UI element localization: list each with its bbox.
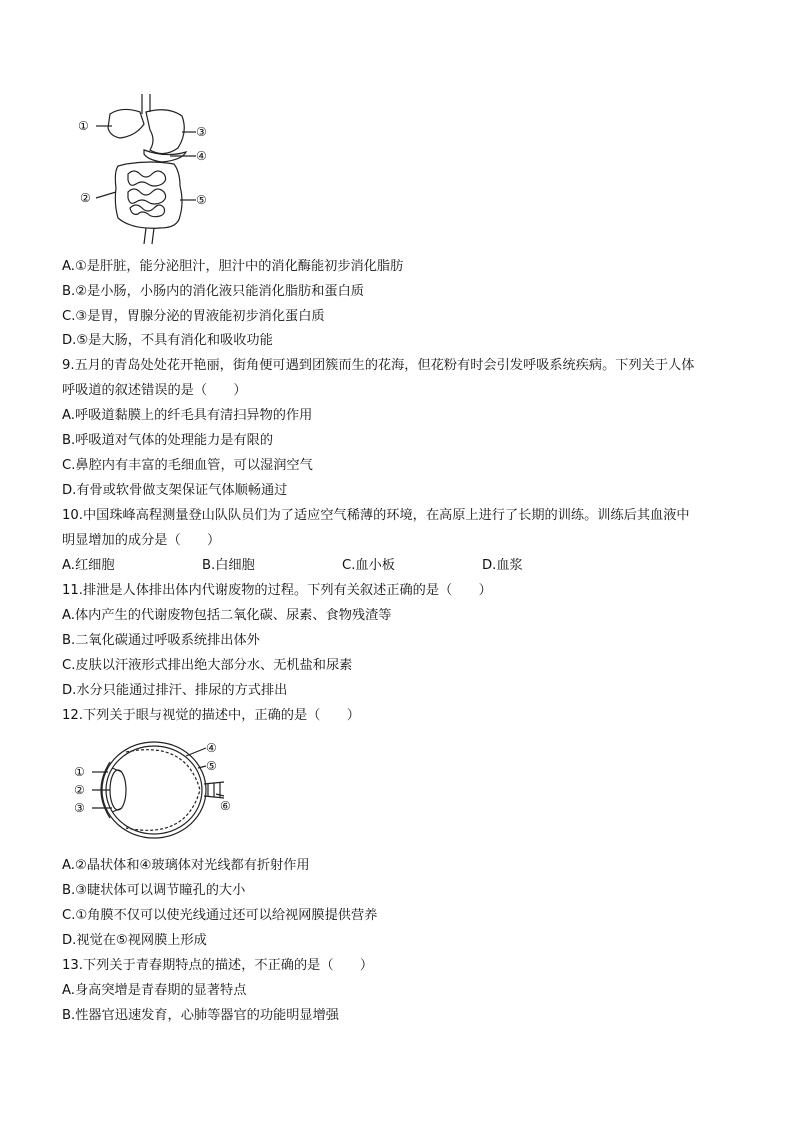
eye-label-6: ⑥ <box>220 799 231 813</box>
q10-option-c[interactable]: C.血小板 <box>342 558 395 573</box>
q10-options <box>62 557 742 575</box>
q13-stem: 13.下列关于青春期特点的描述，不正确的是（ ） <box>62 958 374 973</box>
q13-option-a[interactable]: A.身高突增是青春期的显著特点 <box>62 983 247 998</box>
q12-option-b[interactable]: B.③睫状体可以调节瞳孔的大小 <box>62 883 246 898</box>
q11-option-d[interactable]: D.水分只能通过排汗、排尿的方式排出 <box>62 683 288 698</box>
eye-label-2: ② <box>74 783 85 797</box>
label-5: ⑤ <box>196 193 207 207</box>
label-2: ② <box>80 191 91 205</box>
q10-option-a[interactable]: A.红细胞 <box>62 558 115 573</box>
q10-option-d[interactable]: D.血浆 <box>482 558 523 573</box>
q8-option-b[interactable]: B.②是小肠，小肠内的消化液只能消化脂肪和蛋白质 <box>62 284 364 299</box>
q12-option-d[interactable]: D.视觉在⑤视网膜上形成 <box>62 933 207 948</box>
q10-stem-line1: 10.中国珠峰高程测量登山队队员们为了适应空气稀薄的环境，在高原上进行了长期的训练。训练后其血液中 <box>62 508 690 523</box>
q12-option-c[interactable]: C.①角膜不仅可以使光线通过还可以给视网膜提供营养 <box>62 908 378 923</box>
q11-option-c[interactable]: C.皮肤以汗液形式排出绝大部分水、无机盐和尿素 <box>62 658 353 673</box>
digestive-system-figure <box>70 92 220 247</box>
q9-option-c[interactable]: C.鼻腔内有丰富的毛细血管，可以湿润空气 <box>62 458 313 473</box>
eye-label-4: ④ <box>206 741 217 755</box>
eye-label-5: ⑤ <box>206 759 217 773</box>
q13-option-b[interactable]: B.性器官迅速发育，心肺等器官的功能明显增强 <box>62 1008 339 1023</box>
q8-option-d[interactable]: D.⑤是大肠，不具有消化和吸收功能 <box>62 333 273 348</box>
q8-option-a[interactable]: A.①是肝脏，能分泌胆汁，胆汁中的消化酶能初步消化脂肪 <box>62 259 404 274</box>
q12-option-a[interactable]: A.②晶状体和④玻璃体对光线都有折射作用 <box>62 858 310 873</box>
eye-label-3: ③ <box>74 801 85 815</box>
q11-option-a[interactable]: A.体内产生的代谢废物包括二氧化碳、尿素、食物残渣等 <box>62 608 392 623</box>
q11-stem: 11.排泄是人体排出体内代谢废物的过程。下列有关叙述正确的是（ ） <box>62 583 492 598</box>
q9-stem-line2: 呼吸道的叙述错误的是（ ） <box>62 383 247 398</box>
q8-option-c[interactable]: C.③是胃，胃腺分泌的胃液能初步消化蛋白质 <box>62 309 325 324</box>
eye-structure-figure <box>66 734 236 846</box>
q9-option-a[interactable]: A.呼吸道黏膜上的纤毛具有清扫异物的作用 <box>62 408 313 423</box>
q9-stem-line1: 9.五月的青岛处处花开艳丽，街角便可遇到团簇而生的花海，但花粉有时会引发呼吸系统疾病。下列关于人体 <box>62 358 695 373</box>
q9-option-d[interactable]: D.有骨或软骨做支架保证气体顺畅通过 <box>62 483 288 498</box>
q10-stem-line2: 明显增加的成分是（ ） <box>62 533 221 548</box>
q10-option-b[interactable]: B.白细胞 <box>202 558 255 573</box>
q9-option-b[interactable]: B.呼吸道对气体的处理能力是有限的 <box>62 433 274 448</box>
q11-option-b[interactable]: B.二氧化碳通过呼吸系统排出体外 <box>62 633 260 648</box>
label-3: ③ <box>196 125 207 139</box>
label-4: ④ <box>196 149 207 163</box>
eye-label-1: ① <box>74 765 85 779</box>
q12-stem: 12.下列关于眼与视觉的描述中，正确的是（ ） <box>62 708 360 723</box>
label-1: ① <box>78 119 89 133</box>
